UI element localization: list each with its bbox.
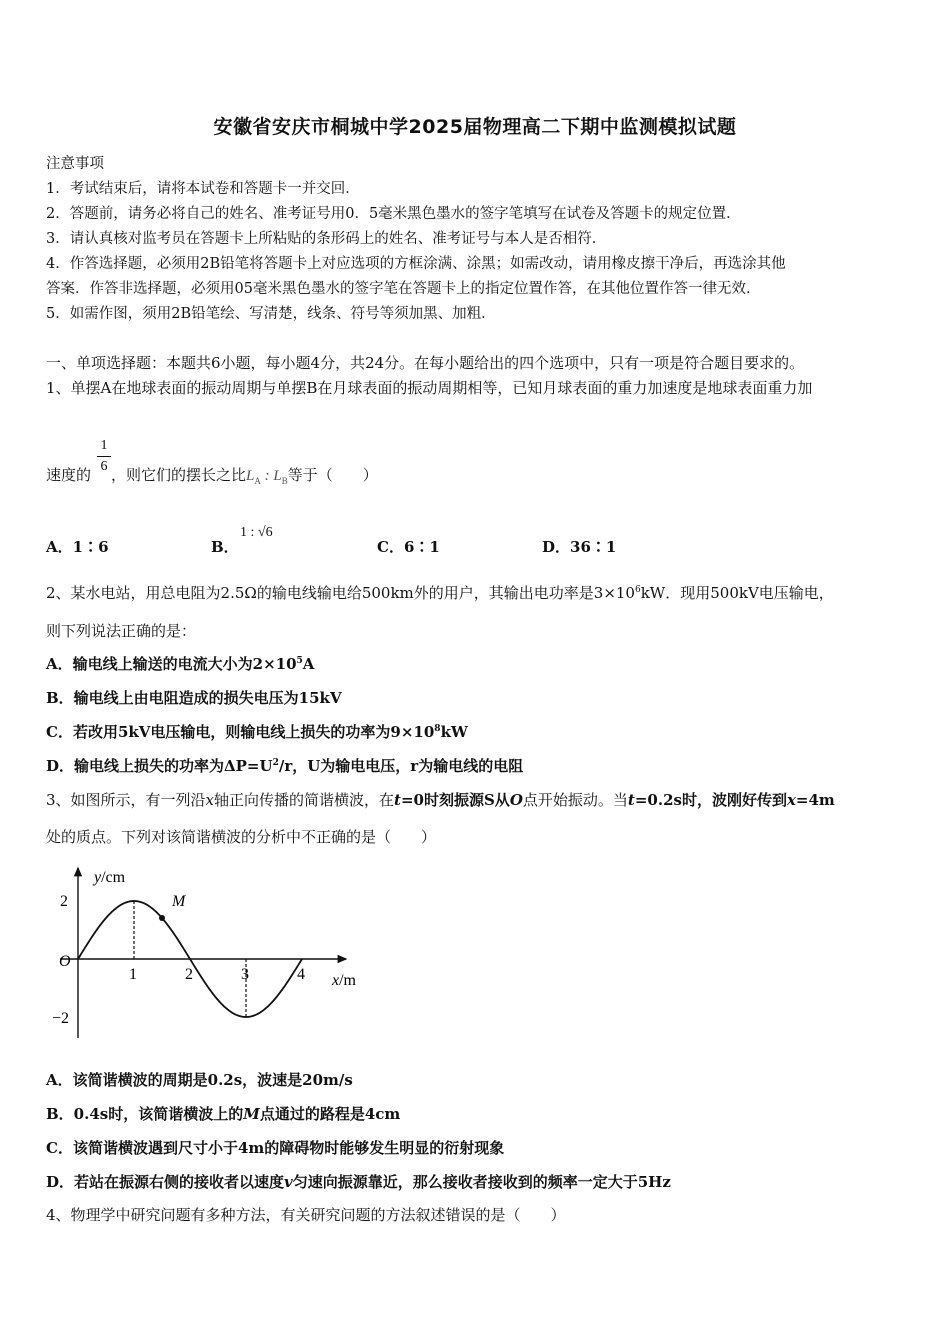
q3-stem-line2: 处的质点。下列对该简谐横波的分析中不正确的是（ ）	[46, 828, 437, 846]
q1-ratio: $L_A$ : $L_B$	[246, 468, 288, 486]
q1-option-c[interactable]: C．6∶1	[377, 538, 440, 556]
q3-stem-line1: 3、如图所示，有一列沿x轴正向传播的简谐横波，在t=0时刻振源S从O点开始振动。当t=0.2s时，波刚好传到x=4m	[46, 791, 835, 809]
q1-option-d[interactable]: D．36∶1	[542, 538, 617, 556]
notice-heading: 注意事项	[46, 156, 104, 172]
q1-fraction-num: 1	[100, 438, 108, 453]
notice-item-3: 3．请认真核对监考员在答题卡上所粘贴的条形码上的姓名、准考证号与本人是否相符．	[46, 231, 607, 247]
notice-item-5: 5．如需作图，须用2B铅笔绘、写清楚，线条、符号等须加黑、加粗．	[46, 306, 496, 322]
x-tick-2: 2	[185, 966, 193, 983]
q2-option-a[interactable]: A．输电线上输送的电流大小为$2\times 10^5A$	[46, 655, 315, 673]
q1-stem-mid: ，则它们的摆长之比	[111, 466, 247, 484]
notice-item-2: 2．答题前，请务必将自己的姓名、准考证号用0．5毫米黑色墨水的签字笔填写在试卷及答题卡的规定位置．	[46, 206, 741, 222]
q1-stem-prefix: 速度的	[46, 466, 92, 484]
q3-option-b[interactable]: B．0.4s时，该简谐横波上的M点通过的路程是4cm	[46, 1105, 401, 1123]
q1-option-b-math: 1 : √6	[240, 525, 273, 540]
q1-option-a[interactable]: A．1∶6	[46, 538, 109, 556]
q2-option-c[interactable]: C．若改用5kV电压输电，则输电线上损失的功率为$9\times 10^8kW$	[46, 723, 468, 741]
q1-stem-line1: 1、单摆A在地球表面的振动周期与单摆B在月球表面的振动周期相等，已知月球表面的重力加速度是地球表面重力加	[46, 379, 813, 397]
q2-stem-line2: 则下列说法正确的是：	[46, 622, 197, 640]
q1-stem-line2	[46, 464, 378, 486]
origin-label: O	[59, 953, 71, 970]
q1-stem-suffix: 等于（ ）	[287, 466, 378, 484]
q2-stem-line1: 2、某水电站，用总电阻为2.5Ω的输电线输电给500km外的用户，其输出电功率是$3\times 10^6kW$．现用500kV电压输电，	[46, 584, 834, 602]
q4-stem-line1: 4、物理学中研究问题有多种方法，有关研究问题的方法叙述错误的是（ ）	[46, 1206, 566, 1224]
x-tick-3: 3	[241, 966, 249, 983]
point-m	[159, 915, 165, 921]
q2-option-b[interactable]: B．输电线上由电阻造成的损失电压为15kV	[46, 689, 342, 707]
y-tick-2: 2	[60, 893, 68, 910]
x-tick-4: 4	[297, 966, 305, 983]
point-m-label: M	[172, 892, 186, 910]
notice-item-4-cont: 答案．作答非选择题，必须用05毫米黑色墨水的签字笔在答题卡上的指定位置作答，在其他位置作答一律无效．	[46, 281, 761, 297]
wave-graph	[46, 860, 376, 1045]
x-axis-label: x/m	[332, 972, 356, 989]
y-axis-label: y/cm	[94, 869, 126, 886]
q2-option-d[interactable]: D．输电线上损失的功率为$\Delta P=U^2/r$，U为输电电压，r为输电线的电阻	[46, 757, 524, 775]
page-title: 安徽省安庆市桐城中学2025届物理高二下期中监测模拟试题	[213, 116, 737, 138]
section-heading: 一、单项选择题：本题共6小题，每小题4分，共24分。在每小题给出的四个选项中，只有一项是符合题目要求的。	[46, 354, 805, 372]
q3-option-d[interactable]: D．若站在振源右侧的接收者以速度v匀速向振源靠近，那么接收者接收到的频率一定大于5Hz	[46, 1173, 671, 1191]
x-tick-1: 1	[129, 966, 137, 983]
q3-option-a[interactable]: A．该简谐横波的周期是0.2s，波速是20m/s	[46, 1071, 353, 1089]
q3-option-c[interactable]: C．该简谐横波遇到尺寸小于4m的障碍物时能够发生明显的衍射现象	[46, 1139, 505, 1157]
q1-fraction-den: 6	[100, 459, 108, 474]
notice-item-4: 4．作答选择题，必须用2B铅笔将答题卡上对应选项的方框涂满、涂黑；如需改动，请用橡皮擦干净后，再选涂其他	[46, 256, 786, 272]
notice-item-1: 1．考试结束后，请将本试卷和答题卡一并交回．	[46, 181, 360, 197]
q1-option-b[interactable]: B．	[211, 538, 239, 556]
y-tick-neg2: −2	[52, 1010, 70, 1027]
